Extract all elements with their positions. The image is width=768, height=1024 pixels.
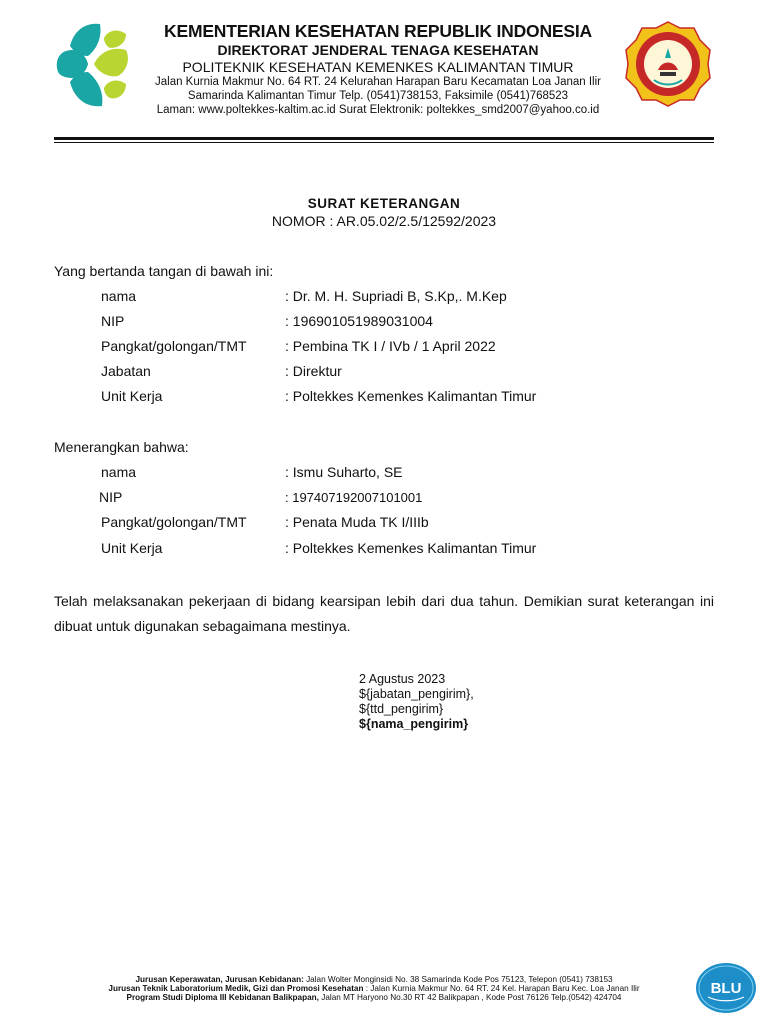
- signer-nip-value: : 196901051989031004: [285, 313, 433, 329]
- signer-nip-label: NIP: [101, 313, 125, 329]
- subject-nama-label: nama: [101, 464, 137, 480]
- institution-name: POLITEKNIK KESEHATAN KEMENKES KALIMANTAN TIMUR: [182, 59, 574, 75]
- blu-logo-text: BLU: [710, 980, 742, 997]
- signer-unit-value: : Poltekkes Kemenkes Kalimantan Timur: [285, 388, 537, 404]
- declares-text: Menerangkan bahwa:: [54, 439, 189, 455]
- subject-unit-label: Unit Kerja: [101, 540, 163, 556]
- signer-jabatan-value: : Direktur: [285, 363, 342, 379]
- signer-nama-value: : Dr. M. H. Supriadi B, S.Kp,. M.Kep: [285, 288, 507, 304]
- footer-line-1: [54, 975, 694, 984]
- subject-nama-value: : Ismu Suharto, SE: [285, 464, 403, 480]
- poltekkes-seal-icon: [624, 20, 712, 108]
- address-line-2: Samarinda Kalimantan Timur Telp. (0541)738153, Faksimile (0541)768523: [187, 90, 569, 102]
- signer-unit-label: Unit Kerja: [101, 388, 163, 404]
- footer-line-1-bold: Jurusan Keperawatan, Jurusan Kebidanan:: [135, 975, 304, 984]
- ministry-name: KEMENTERIAN KESEHATAN REPUBLIK INDONESIA: [164, 21, 592, 41]
- address-line-1: Jalan Kurnia Makmur No. 64 RT. 24 Kelurahan Harapan Baru Kecamatan Loa Janan Ilir: [155, 76, 601, 88]
- subject-pangkat-value: : Penata Muda TK I/IIIb: [285, 514, 429, 530]
- directorate-name: DIREKTORAT JENDERAL TENAGA KESEHATAN: [217, 42, 539, 58]
- intro-text: Yang bertanda tangan di bawah ini:: [54, 263, 274, 279]
- header-rule-thin: [54, 142, 714, 143]
- address-line-3: Laman: www.poltekkes-kaltim.ac.id Surat Elektronik: poltekkes_smd2007@yahoo.co.id: [156, 104, 600, 116]
- footer-line-3: [54, 993, 694, 1002]
- letter-number: NOMOR : AR.05.02/2.5/12592/2023: [271, 213, 497, 229]
- kemenkes-logo-icon: [48, 16, 136, 112]
- signature-date: 2 Agustus 2023: [359, 672, 446, 686]
- signer-pangkat-value: : Pembina TK I / IVb / 1 April 2022: [285, 338, 496, 354]
- signature-position: ${jabatan_pengirim},: [359, 687, 474, 701]
- signature-name: ${nama_pengirim}: [359, 717, 469, 731]
- subject-pangkat-label: Pangkat/golongan/TMT: [101, 514, 247, 530]
- footer-line-2-rest: : Jalan Kurnia Makmur No. 64 RT. 24 Kel. Harapan Baru Kec. Loa Janan Ilir: [363, 984, 640, 993]
- subject-nip-value: : 197407192007101001: [285, 490, 423, 505]
- subject-unit-value: : Poltekkes Kemenkes Kalimantan Timur: [285, 540, 537, 556]
- signer-jabatan-label: Jabatan: [101, 363, 151, 379]
- footer-line-1-rest: Jalan Wolter Monginsidi No. 38 Samarinda Kode Pos 75123, Telepon (0541) 738153: [303, 975, 613, 984]
- footer-line-2-bold: Jurusan Teknik Laboratorium Medik, Gizi dan Promosi Kesehatan: [108, 984, 364, 993]
- header-rule-thick: [54, 137, 714, 140]
- signer-pangkat-label: Pangkat/golongan/TMT: [101, 338, 247, 354]
- letter-title: SURAT KETERANGAN: [307, 196, 461, 211]
- signature-placeholder: ${ttd_pengirim}: [359, 702, 444, 716]
- signer-nama-label: nama: [101, 288, 137, 304]
- statement-paragraph: Telah melaksanakan pekerjaan di bidang kearsipan lebih dari dua tahun. Demikian surat keterangan ini dibuat untuk digunakan sebagaimana mestinya.: [54, 593, 714, 634]
- footer-line-3-rest: Jalan MT Haryono No.30 RT 42 Balikpapan , Kode Post 76126 Telp.(0542) 424704: [318, 993, 622, 1002]
- footer-line-2: [54, 984, 694, 993]
- footer-line-3-bold: Program Studi Diploma III Kebidanan Balikpapan,: [126, 993, 319, 1002]
- blu-logo-icon: [694, 962, 758, 1014]
- subject-nip-label: NIP: [99, 489, 123, 505]
